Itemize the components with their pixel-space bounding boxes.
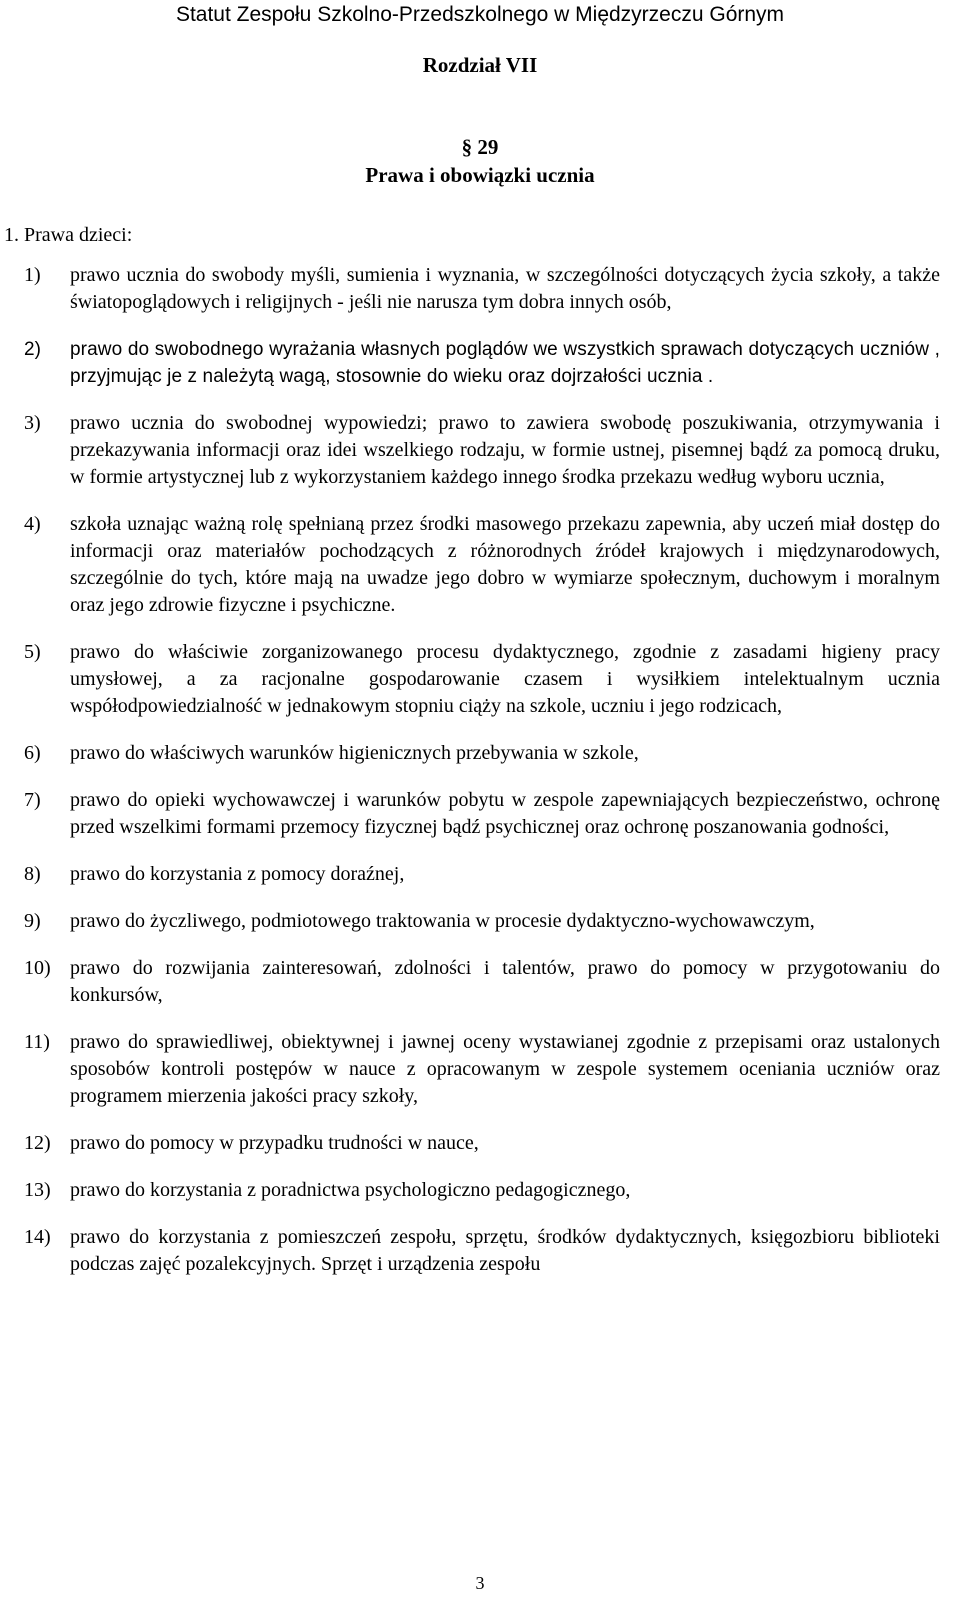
item-number: 6) — [24, 742, 41, 764]
item-number: 12) — [24, 1132, 51, 1154]
list-item — [24, 908, 940, 935]
list-item — [24, 511, 940, 619]
item-text: prawo ucznia do swobody myśli, sumienia i wyznania, w szczególności dotyczących życia szkoły, a także światopoglądowych i religijnych - jeśli nie narusza tym dobra innych osób, — [70, 264, 940, 313]
item-text: prawo do sprawiedliwej, obiektywnej i jawnej oceny wystawianej zgodnie z przepisami oraz ustalonych sposobów kontroli postępów w nauce z opracowanym w zespole systemem oceniania uczniów oraz programem mierzenia jakości pracy szkoły, — [70, 1031, 940, 1107]
item-text: prawo do rozwijania zainteresowań, zdolności i talentów, prawo do pomocy w przygotowaniu do konkursów, — [70, 957, 940, 1006]
item-text: prawo do korzystania z pomocy doraźnej, — [70, 863, 405, 885]
item-text: prawo do swobodnego wyrażania własnych poglądów we wszystkich sprawach dotyczących uczniów , przyjmując je z należytą wagą, stosownie do wieku oraz dojrzałości ucznia . — [70, 339, 940, 387]
page-number: 3 — [475, 1573, 485, 1593]
item-text: prawo do pomocy w przypadku trudności w nauce, — [70, 1132, 479, 1154]
list-item — [24, 262, 940, 316]
item-text: prawo do korzystania z pomieszczeń zespołu, sprzętu, środków dydaktycznych, księgozbioru biblioteki podczas zajęć pozalekcyjnych. Sprzęt i urządzenia zespołu — [70, 1226, 940, 1275]
item-text: prawo do właściwych warunków higienicznych przebywania w szkole, — [70, 742, 639, 764]
chapter-title: Rozdział VII — [422, 53, 538, 77]
item-number: 11) — [24, 1031, 50, 1053]
item-text: prawo do życzliwego, podmiotowego traktowania w procesie dydaktyczno-wychowawczym, — [70, 910, 815, 932]
list-item — [24, 861, 940, 888]
item-number: 13) — [24, 1179, 51, 1201]
list-item — [24, 955, 940, 1009]
item-text: prawo do właściwie zorganizowanego procesu dydaktycznego, zgodnie z zasadami higieny pracy umysłowej, a za racjonalne gospodarowanie czasem i wysiłkiem intelektualnym ucznia współodpowiedzialność w jednakowym stopniu ciąży na szkole, uczniu i jego rodzicach, — [70, 641, 940, 717]
section-number: § 29 — [461, 135, 499, 159]
item-text: prawo do opieki wychowawczej i warunków pobytu w zespole zapewniających bezpieczeństwo, ochronę przed wszelkimi formami przemocy fizycznej bądź psychicznej oraz ochronę poszanowania godności, — [70, 789, 940, 838]
item-number: 1) — [24, 264, 41, 286]
list-item — [24, 740, 940, 767]
item-number: 14) — [24, 1226, 51, 1248]
item-number: 8) — [24, 863, 41, 885]
section-number-value: 29 — [477, 135, 499, 159]
list-item — [24, 1130, 940, 1157]
item-number: 4) — [24, 513, 41, 535]
rights-list — [24, 262, 940, 1278]
section-title: Prawa i obowiązki ucznia — [365, 163, 595, 187]
list-item — [24, 787, 940, 841]
list-item — [24, 1029, 940, 1110]
item-number: 10) — [24, 957, 51, 979]
list-item — [24, 336, 940, 390]
item-number: 9) — [24, 910, 41, 932]
list-item — [24, 1224, 940, 1278]
item-text: prawo do korzystania z poradnictwa psychologiczno pedagogicznego, — [70, 1179, 631, 1201]
item-number: 2) — [24, 339, 42, 360]
item-number: 3) — [24, 412, 41, 434]
list-intro: 1. Prawa dzieci: — [4, 224, 133, 246]
item-number: 5) — [24, 641, 41, 663]
running-header: Statut Zespołu Szkolno-Przedszkolnego w Międzyrzeczu Górnym — [175, 3, 785, 26]
item-number: 7) — [24, 789, 41, 811]
list-item — [24, 639, 940, 720]
item-text: prawo ucznia do swobodnej wypowiedzi; prawo to zawiera swobodę poszukiwania, otrzymywania i przekazywania informacji oraz idei wszelkiego rodzaju, w formie ustnej, pisemnej bądź za pomocą druku, w formie artystycznej lub z wykorzystaniem każdego innego środka przekazu według wyboru ucznia, — [70, 412, 940, 488]
list-item — [24, 1177, 940, 1204]
item-text: szkoła uznając ważną rolę spełnianą przez środki masowego przekazu zapewnia, aby uczeń miał dostęp do informacji oraz materiałów pochodzących z różnorodnych źródeł krajowych i międzynarodowych, szczególnie do tych, które mają na uwadze jego dobro w wymiarze społecznym, duchowym i moralnym oraz jego zdrowie fizyczne i psychiczne. — [70, 513, 940, 616]
list-item — [24, 410, 940, 491]
